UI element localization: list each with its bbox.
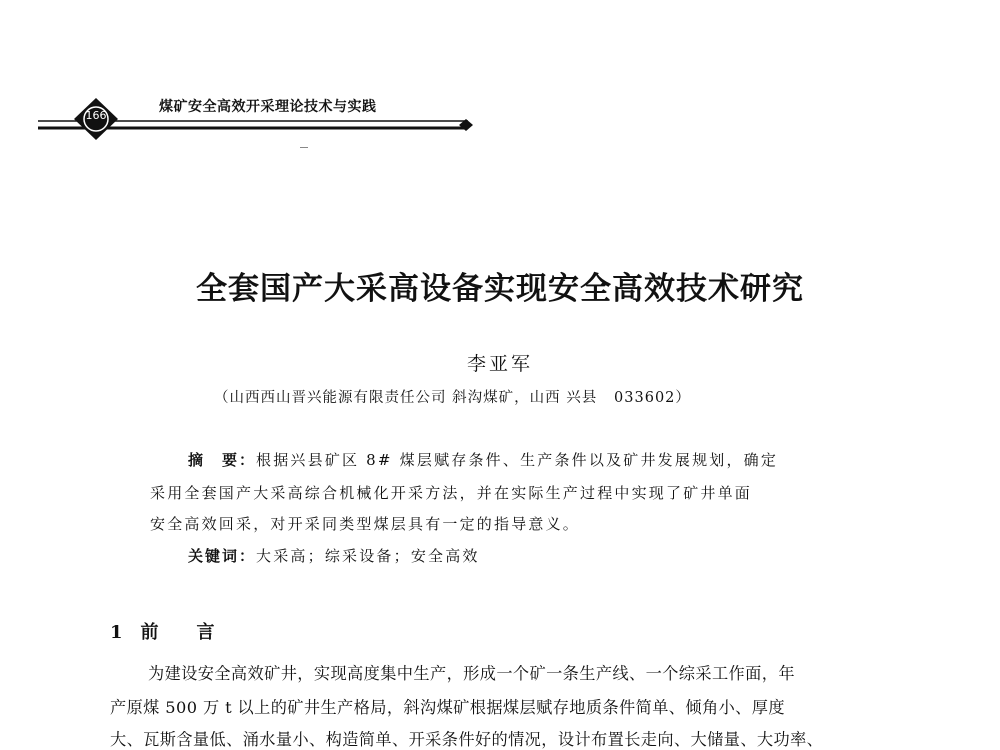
abstract-label: 摘 要： [188, 451, 257, 469]
keywords-text: 大采高；综采设备；安全高效 [256, 547, 480, 565]
author-name: 李亚军 [466, 353, 533, 375]
body-line-2: 产原煤 500 万 t 以上的矿井生产格局，斜沟煤矿根据煤层赋存地质条件简单、倾角小、厚度 [110, 698, 785, 717]
section-number: 1 [110, 622, 123, 643]
author-affiliation: （山西西山晋兴能源有限责任公司 斜沟煤矿，山西 兴县 033602） [214, 390, 691, 406]
abstract-line-3: 安全高效回采，对开采同类型煤层具有一定的指导意义。 [150, 515, 581, 533]
abstract-line-2: 采用全套国产大采高综合机械化开采方法，并在实际生产过程中实现了矿井单面 [150, 484, 753, 502]
abstract-line-1 [188, 449, 778, 470]
abstract-text-1: 根据兴县矿区 8# 煤层赋存条件、生产条件以及矿井发展规划，确定 [256, 451, 779, 469]
body-line-3: 大、瓦斯含量低、涌水量小、构造简单、开采条件好的情况，设计布置长走向、大储量、大功率、 [110, 730, 824, 749]
section-title-char-2: 言 [196, 622, 215, 643]
page-number: 166 [85, 109, 107, 122]
running-title: 煤矿安全高效开采理论技术与实践 [159, 99, 377, 115]
keywords-line [188, 545, 480, 566]
keywords-label: 关键词： [188, 547, 257, 565]
article-title: 全套国产大采高设备实现安全高效技术研究 [196, 271, 804, 307]
body-line-1: 为建设安全高效矿井，实现高度集中生产，形成一个矿一条生产线、一个综采工作面，年 [148, 664, 795, 683]
running-header-rule [0, 0, 1000, 160]
section-title-char-1: 前 [140, 622, 159, 643]
section-heading [110, 618, 215, 644]
